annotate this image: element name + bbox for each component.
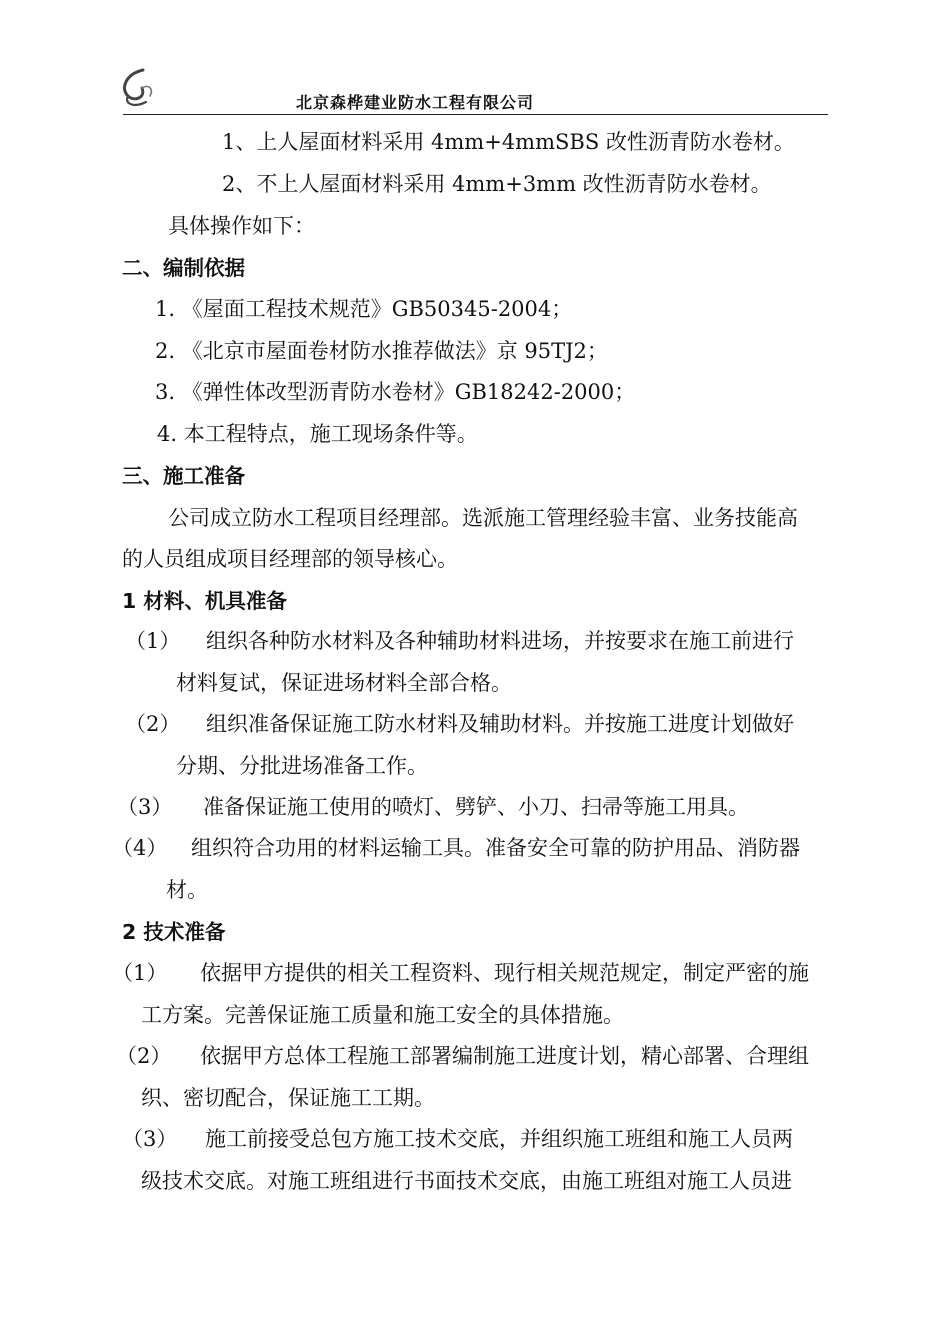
tech-prep-2-line-2: 织、密切配合，保证施工工期。 (141, 1086, 435, 1110)
tech-prep-2-number: （2） (116, 1044, 172, 1068)
subsection-1-heading: 1 材料、机具准备 (122, 589, 287, 613)
basis-item-1: 1. 《屋面工程技术规范》GB50345-2004； (155, 297, 573, 321)
header-divider (123, 114, 828, 115)
material-prep-2-line-1: 组织准备保证施工防水材料及辅助材料。并按施工进度计划做好 (206, 712, 794, 736)
tech-prep-1-line-1: 依据甲方提供的相关工程资料、现行相关规范规定，制定严密的施 (200, 961, 809, 985)
material-prep-4-line-1: 组织符合功用的材料运输工具。准备安全可靠的防护用品、消防器 (191, 836, 800, 860)
tech-prep-3-line-2: 级技术交底。对施工班组进行书面技术交底，由施工班组对施工人员进 (141, 1169, 792, 1193)
section-3-heading: 三、施工准备 (122, 464, 245, 488)
subsection-2-heading: 2 技术准备 (122, 920, 226, 944)
material-prep-1-line-1: 组织各种防水材料及各种辅助材料进场，并按要求在施工前进行 (206, 629, 794, 653)
material-prep-4-line-2: 材。 (166, 878, 208, 902)
tech-prep-3-line-1: 施工前接受总包方施工技术交底，并组织施工班组和施工人员两 (205, 1127, 793, 1151)
material-prep-3-number: （3） (117, 795, 173, 819)
material-prep-1-line-2: 材料复试，保证进场材料全部合格。 (176, 671, 512, 695)
prep-paragraph-line-2: 的人员组成项目经理部的领导核心。 (122, 547, 458, 571)
swirl-logo-icon (116, 66, 158, 110)
section-2-heading: 二、编制依据 (122, 256, 245, 280)
basis-item-2: 2. 《北京市屋面卷材防水推荐做法》京 95TJ2； (155, 339, 608, 363)
material-item-1: 1、上人屋面材料采用 4mm+4mmSBS 改性沥青防水卷材。 (222, 130, 795, 154)
tech-prep-1-number: （1） (112, 961, 168, 985)
tech-prep-1-line-2: 工方案。完善保证施工质量和施工安全的具体措施。 (141, 1003, 624, 1027)
company-name: 北京森桦建业防水工程有限公司 (296, 93, 535, 112)
material-item-2: 2、不上人屋面材料采用 4mm+3mm 改性沥青防水卷材。 (222, 172, 772, 196)
intro-text: 具体操作如下： (168, 214, 315, 238)
material-prep-3-line-1: 准备保证施工使用的喷灯、劈铲、小刀、扫帚等施工用具。 (203, 795, 749, 819)
material-prep-2-number: （2） (125, 712, 181, 736)
basis-item-4: 4. 本工程特点，施工现场条件等。 (157, 422, 478, 446)
tech-prep-3-number: （3） (122, 1127, 178, 1151)
material-prep-1-number: （1） (125, 629, 181, 653)
basis-item-3: 3. 《弹性体改型沥青防水卷材》GB18242-2000； (155, 380, 636, 404)
material-prep-4-number: （4） (112, 836, 168, 860)
prep-paragraph-line-1: 公司成立防水工程项目经理部。选派施工管理经验丰富、业务技能高 (168, 506, 798, 530)
tech-prep-2-line-1: 依据甲方总体工程施工部署编制施工进度计划，精心部署、合理组 (200, 1044, 809, 1068)
material-prep-2-line-2: 分期、分批进场准备工作。 (176, 754, 428, 778)
